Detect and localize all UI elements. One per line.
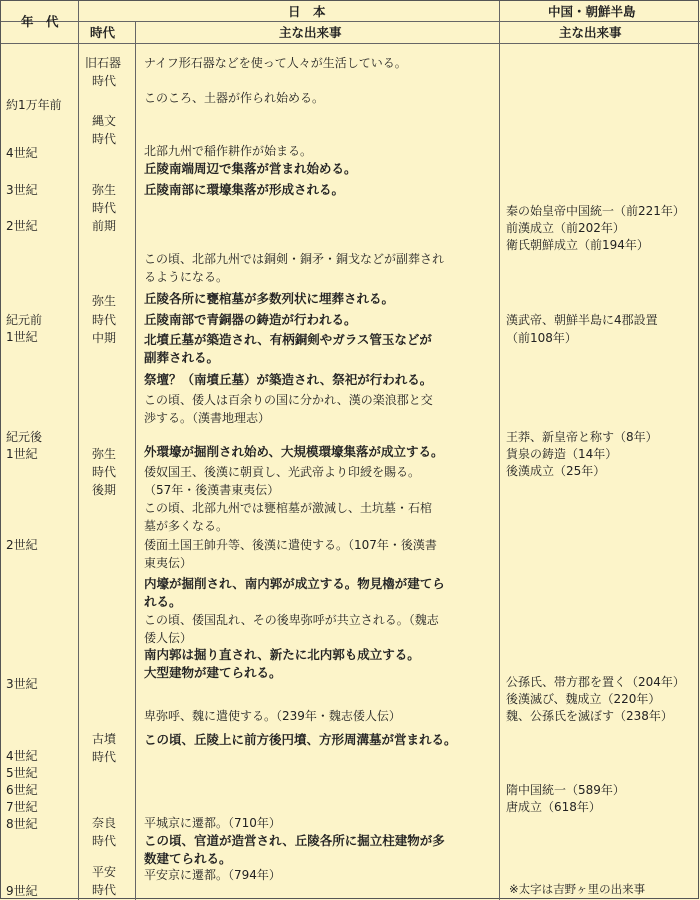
period-label: 時代 — [92, 132, 117, 146]
year-label: 1世紀 — [6, 330, 38, 344]
period-label: 中期 — [92, 331, 117, 345]
japan-event: 渉する。（漢書地理志） — [144, 411, 271, 425]
japan-event: この頃、北部九州では甕棺墓が激減し、土坑墓・石棺 — [144, 501, 433, 515]
japan-event-yoshinogari: 丘陵南部に環壕集落が形成される。 — [144, 182, 345, 197]
col-line-era — [78, 1, 79, 900]
period-label: 平安 — [92, 865, 117, 879]
col-line-japan — [499, 1, 500, 900]
header-divider-2 — [1, 43, 700, 44]
japan-event: この頃、倭人は百余りの国に分かれ、漢の楽浪郡と交 — [144, 393, 433, 407]
japan-event: 墓が多くなる。 — [144, 519, 229, 533]
asia-event: 公孫氏、帯方郡を置く（204年） — [506, 675, 685, 689]
japan-event-yoshinogari: 北墳丘墓が築造され、有柄銅剣やガラス管玉などが — [144, 332, 432, 347]
asia-event: 隋中国統一（589年） — [506, 783, 625, 797]
year-label: 2世紀 — [6, 219, 38, 233]
period-label: 時代 — [92, 201, 117, 215]
japan-event: 平城京に遷都。（710年） — [144, 816, 281, 830]
year-label: 紀元前 — [6, 313, 43, 327]
japan-event-yoshinogari: 祭壇？（南墳丘墓）が築造され、祭祀が行われる。 — [144, 372, 433, 387]
japan-event-yoshinogari: 丘陵各所に甕棺墓が多数列状に埋葬される。 — [144, 291, 395, 306]
asia-event: 魏、公孫氏を滅ぼす（238年） — [506, 709, 673, 723]
year-label: 5世紀 — [6, 766, 38, 780]
asia-events-header: 主な出来事 — [559, 25, 622, 40]
period-label: 古墳 — [92, 732, 117, 746]
period-label: 旧石器 — [85, 56, 122, 70]
year-label: 6世紀 — [6, 783, 38, 797]
asia-event: 貨泉の鋳造（14年） — [506, 447, 618, 461]
period-label: 前期 — [92, 219, 117, 233]
japan-event: この頃、北部九州では銅剣・銅矛・銅戈などが副葬され — [144, 252, 445, 266]
year-label: 3世紀 — [6, 677, 38, 691]
japan-event: るようになる。 — [144, 270, 229, 284]
asia-event: 後漢滅び、魏成立（220年） — [506, 692, 661, 706]
period-label: 後期 — [92, 483, 117, 497]
asia-event: （前108年） — [506, 331, 577, 345]
year-label: 7世紀 — [6, 800, 38, 814]
period-label: 弥生 — [92, 183, 117, 197]
japan-event: 平安京に遷都。（794年） — [144, 868, 281, 882]
japan-event: このころ、土器が作られ始める。 — [144, 91, 325, 105]
year-label: 3世紀 — [6, 183, 38, 197]
japan-event: 卑弥呼、魏に遣使する。（239年・魏志倭人伝） — [144, 709, 401, 723]
japan-event-yoshinogari: この頃、丘陵上に前方後円墳、方形周溝墓が営まれる。 — [144, 732, 457, 747]
period-label: 時代 — [92, 313, 117, 327]
asia-event: 唐成立（618年） — [506, 800, 601, 814]
bold-legend-note: ※太字は吉野ヶ里の出来事 — [509, 882, 646, 896]
year-label: 約1万年前 — [6, 98, 62, 112]
year-label: 4世紀 — [6, 749, 38, 763]
period-label: 時代 — [92, 883, 117, 897]
period-label: 奈良 — [92, 816, 117, 830]
japan-event-yoshinogari: 丘陵南部で青銅器の鋳造が行われる。 — [144, 312, 357, 327]
japan-event-yoshinogari: 大型建物が建てられる。 — [144, 665, 282, 680]
asia-event: 前漢成立（前202年） — [506, 221, 625, 235]
asia-event: 衛氏朝鮮成立（前194年） — [506, 238, 649, 252]
asia-event: 後漢成立（25年） — [506, 464, 606, 478]
col-line-period — [135, 21, 136, 900]
year-label: 9世紀 — [6, 884, 38, 898]
year-label: 紀元後 — [6, 430, 43, 444]
japan-event-yoshinogari: この頃、官道が造営され、丘陵各所に掘立柱建物が多 — [144, 833, 445, 848]
japan-event-yoshinogari: 副葬される。 — [144, 350, 220, 365]
events-header: 主な出来事 — [279, 25, 342, 40]
period-label: 時代 — [92, 74, 117, 88]
japan-event: ナイフ形石器などを使って人々が生活している。 — [144, 56, 407, 70]
period-header: 時代 — [90, 25, 116, 40]
period-label: 時代 — [92, 465, 117, 479]
japan-event: 倭奴国王、後漢に朝貢し、光武帝より印綬を賜る。 — [144, 465, 421, 479]
japan-event-yoshinogari: 外環壕が掘削され始め、大規模環壕集落が成立する。 — [144, 444, 444, 459]
period-label: 弥生 — [92, 447, 117, 461]
japan-event: （57年・後漢書東夷伝） — [144, 483, 280, 497]
period-label: 弥生 — [92, 294, 117, 308]
asia-event: 秦の始皇帝中国統一（前221年） — [506, 204, 685, 218]
year-label: 4世紀 — [6, 146, 38, 160]
asia-event: 漢武帝、朝鮮半島に4郡設置 — [506, 313, 658, 327]
year-label: 2世紀 — [6, 538, 38, 552]
year-label: 8世紀 — [6, 817, 38, 831]
japan-event-yoshinogari: 内壕が掘削され、南内郭が成立する。物見櫓が建てら — [144, 576, 445, 591]
asia-header: 中国・朝鮮半島 — [548, 4, 636, 19]
japan-event-yoshinogari: れる。 — [144, 594, 182, 609]
asia-event: 王莽、新皇帝と称す（8年） — [506, 430, 658, 444]
japan-event: 倭面土国王帥升等、後漢に遣使する。（107年・後漢書 — [144, 538, 437, 552]
japan-event: 倭人伝） — [144, 631, 193, 645]
japan-event-yoshinogari: 数建てられる。 — [144, 851, 232, 866]
japan-event-yoshinogari: 南内郭は掘り直され、新たに北内郭も成立する。 — [144, 647, 420, 662]
period-label: 時代 — [92, 750, 117, 764]
header-divider-1 — [1, 21, 700, 22]
japan-header: 日 本 — [288, 4, 326, 19]
period-label: 時代 — [92, 834, 117, 848]
period-label: 縄文 — [92, 114, 117, 128]
japan-event: 東夷伝） — [144, 556, 193, 570]
year-label: 1世紀 — [6, 447, 38, 461]
era-header: 年 代 — [21, 14, 59, 29]
japan-event: 北部九州で稲作耕作が始まる。 — [144, 144, 313, 158]
japan-event: この頃、倭国乱れ、その後卑弥呼が共立される。（魏志 — [144, 613, 439, 627]
japan-event-yoshinogari: 丘陵南端周辺で集落が営まれ始める。 — [144, 161, 357, 176]
